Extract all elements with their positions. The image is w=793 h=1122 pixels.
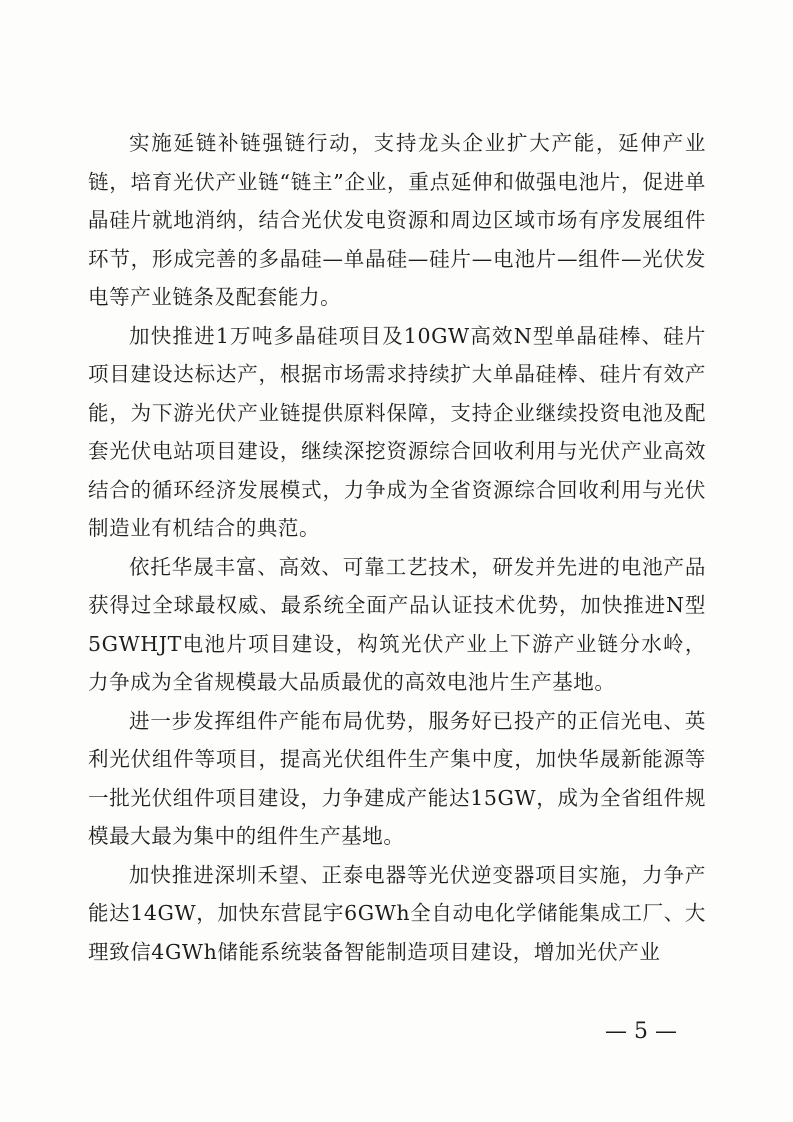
page-number: — 5 —	[605, 1019, 677, 1044]
paragraph-4: 进一步发挥组件产能布局优势，服务好已投产的正信光电、英利光伏组件等项目，提高光伏组件生产集中度，加快华晟新能源等一批光伏组件项目建设，力争建成产能达15GW，成为全省组件规模最大最为集中的组件生产基地。	[88, 708, 706, 848]
paragraph-2: 加快推进1万吨多晶硅项目及10GW高效N型单晶硅棒、硅片项目建设达标达产，根据市场需求持续扩大单晶硅棒、硅片有效产能，为下游光伏产业链提供原料保障，支持企业继续投资电池及配套光伏电站项目建设，继续深挖资源综合回收利用与光伏产业高效结合的循环经济发展模式，力争成为全省资源综合回收利用与光伏制造业有机结合的典范。	[88, 323, 706, 540]
paragraph-1: 实施延链补链强链行动，支持龙头企业扩大产能，延伸产业链，培育光伏产业链“链主”企业，重点延伸和做强电池片，促进单晶硅片就地消纳，结合光伏发电资源和周边区域市场有序发展组件环节，形成完善的多晶硅—单晶硅—硅片—电池片—组件—光伏发电等产业链条及配套能力。	[88, 131, 706, 309]
paragraph-5: 加快推进深圳禾望、正泰电器等光伏逆变器项目实施，力争产能达14GW，加快东营昆宇6GWh全自动电化学储能集成工厂、大理致信4GWh储能系统装备智能制造项目建设，增加光伏产业	[88, 862, 706, 964]
body-text	[88, 124, 706, 971]
paragraph-3: 依托华晟丰富、高效、可靠工艺技术，研发并先进的电池产品获得过全球最权威、最系统全面产品认证技术优势，加快推进N型5GWHJT电池片项目建设，构筑光伏产业上下游产业链分水岭，力争成为全省规模最大品质最优的高效电池片生产基地。	[88, 554, 706, 694]
